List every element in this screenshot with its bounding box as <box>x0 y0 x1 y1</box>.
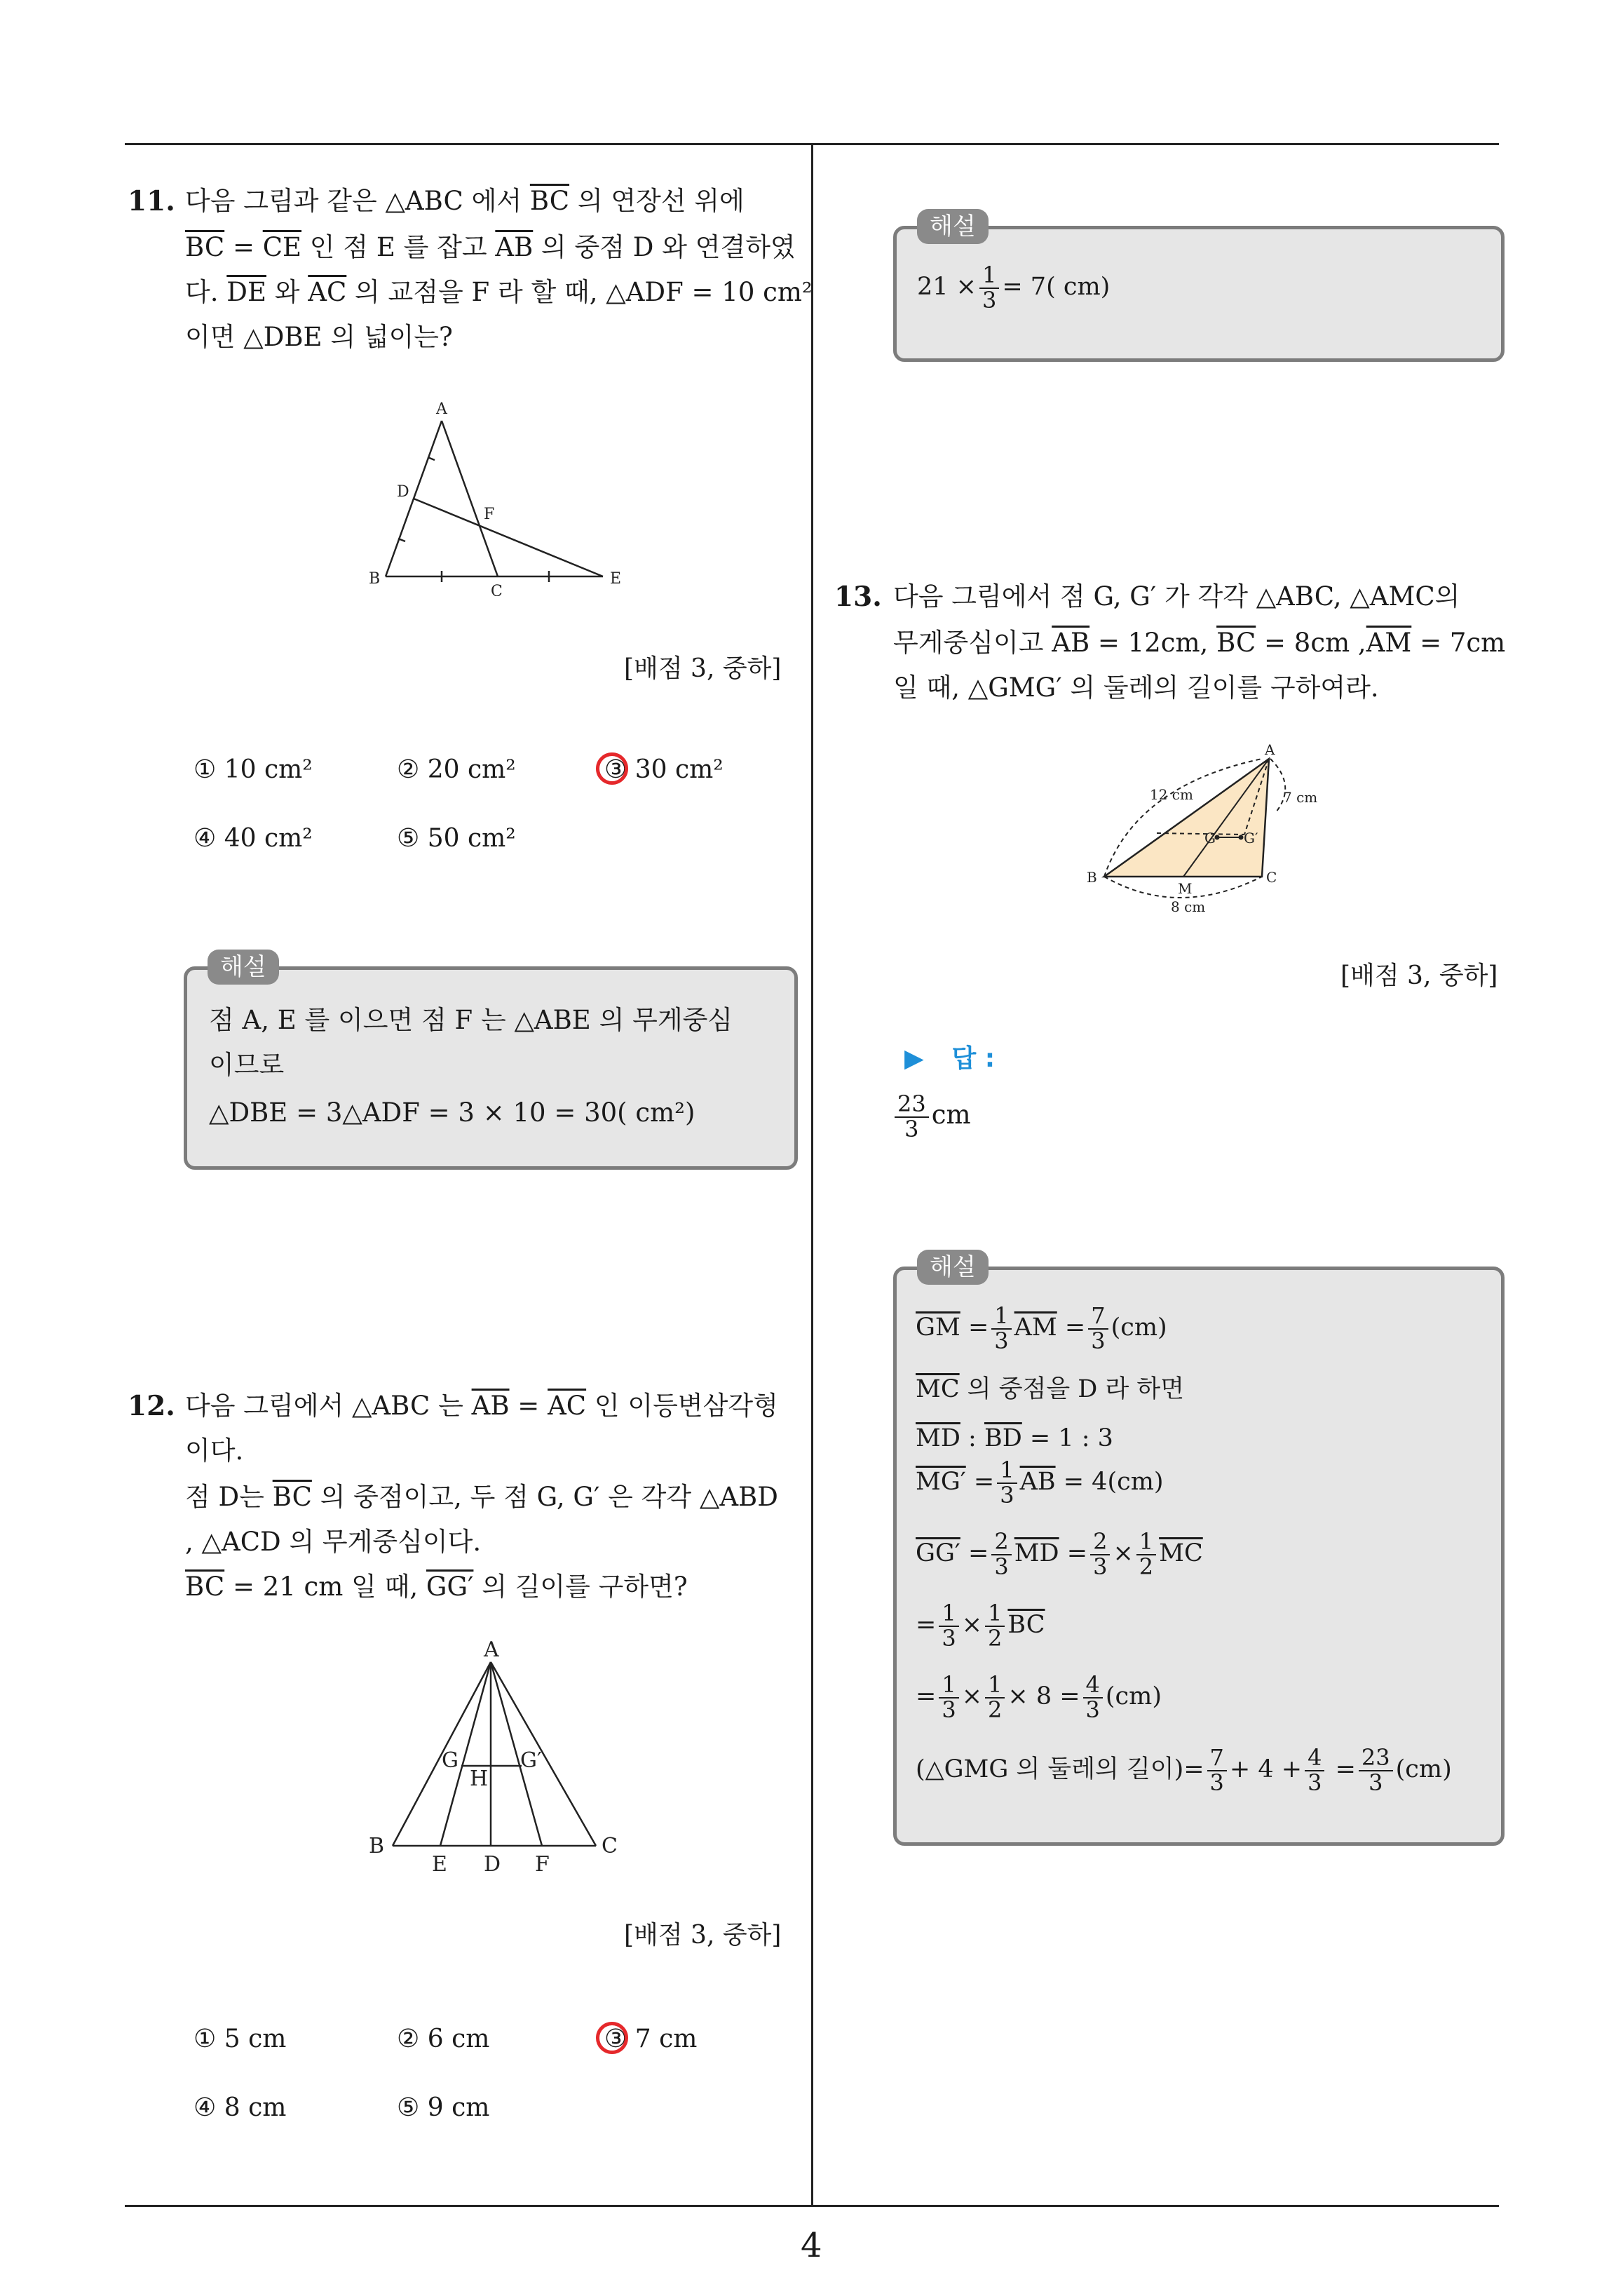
q13-solution-line1: $\overline{GM}$ = $\frac{1}{3}$ $\overline{AM}$ = $\frac{7}{3}$ (cm) <box>916 1302 1167 1354</box>
q12-number: 12. <box>128 1390 175 1422</box>
q13-label-8cm: 8 cm <box>1171 898 1206 915</box>
column-divider <box>811 143 813 2206</box>
q11-line4: 이면 △DBE 의 넓이는? <box>185 322 453 352</box>
q12-solution-line: 21 × $\frac{1}{3}$ = 7( cm) <box>917 262 1111 313</box>
q12-option-4[interactable]: ④ 8 cm <box>193 2093 287 2122</box>
q13-label-12cm: 12 cm <box>1150 786 1193 803</box>
q13-label-7cm: 7 cm <box>1283 789 1318 806</box>
q11-option-4[interactable]: ④ 40 cm² <box>193 824 313 853</box>
q11-label-d: D <box>397 483 409 501</box>
q11-option-2[interactable]: ② 20 cm² <box>397 755 516 784</box>
q12-line3: 점 D는 $\overline{BC}$ 의 중점이고, 두 점 G, G′ 은 각각 △ABD <box>185 1482 778 1512</box>
bottom-rule <box>125 2205 1499 2207</box>
q11-triangle-figure <box>358 393 638 596</box>
q13-solution-line8: (△GMG 의 둘레의 길이)= $\frac{7}{3}$ + 4 + $\frac{4}{3}$ = $\frac{23}{3}$ (cm) <box>916 1744 1452 1796</box>
q12-label-g: G <box>442 1748 459 1773</box>
q13-line2: 무게중심이고 $\overline{AB} = 12cm$, $\overline{BC} = 8cm$ $,\overline{AM} = 7cm$ <box>893 628 1506 658</box>
q12-label-d: D <box>484 1852 501 1872</box>
q11-line3: 다. $\overline{DE}$ 와 $\overline{AC}$ 의 교점을 F 라 할 때, △ADF = 10 cm² <box>185 277 813 307</box>
q13-label-c: C <box>1266 869 1277 886</box>
q13-solution-line3: $\overline{MD}$ : $\overline{BD} = 1$ : 3 <box>916 1424 1113 1452</box>
q13-label-m: M <box>1178 880 1193 897</box>
q12-option-1[interactable]: ① 5 cm <box>193 2025 287 2053</box>
q13-solution-line4: MG′ = $\frac{1}{3}$ $\overline{AB} = 4(cm)$ <box>916 1457 1164 1508</box>
q11-answer-circle <box>596 752 628 785</box>
q12-label-h: H <box>470 1767 489 1791</box>
q13-answer-label: 답 : <box>951 1044 996 1073</box>
q12-option-3[interactable]: ③ 7 cm <box>604 2025 698 2053</box>
q13-solution-tag: 해설 <box>917 1250 989 1285</box>
q12-label-b: B <box>369 1834 385 1858</box>
q13-solution-line2: $\overline{MC}$ 의 중점을 D 라 하면 <box>916 1375 1184 1403</box>
q13-label-g-prime: G′ <box>1244 830 1258 846</box>
page-number: 4 <box>801 2226 822 2265</box>
q13-label-g: G <box>1204 830 1216 846</box>
q12-line4: , △ACD 의 무게중심이다. <box>185 1527 482 1557</box>
q11-solution-line3: △DBE = 3△ADF = 3 × 10 = 30( cm²) <box>209 1098 695 1128</box>
q11-option-1[interactable]: ① 10 cm² <box>193 755 313 784</box>
q13-answer-marker <box>904 1045 995 1072</box>
q11-option-3[interactable]: ③ 30 cm² <box>604 755 724 784</box>
play-icon: ▶ <box>904 1044 924 1073</box>
q13-line1: 다음 그림에서 점 G, G′ 가 각각 △ABC, △AMC의 <box>893 581 1460 612</box>
q13-label-a: A <box>1265 743 1275 758</box>
q12-option-5[interactable]: ⑤ 9 cm <box>397 2093 490 2122</box>
q13-solution-line6: = $\frac{1}{3}$ × $\frac{1}{2}$ $\overline{BC}$ <box>916 1600 1045 1652</box>
q11-label-f: F <box>484 506 495 523</box>
q12-solution-tag: 해설 <box>917 209 989 244</box>
q11-number: 11. <box>128 185 175 217</box>
q13-number: 13. <box>834 581 882 613</box>
q12-label-c: C <box>602 1834 618 1858</box>
q12-label-e: E <box>432 1852 447 1872</box>
q13-label-b: B <box>1087 869 1097 886</box>
q13-line3: 일 때, △GMG′ 의 둘레의 길이를 구하여라. <box>893 673 1379 703</box>
q11-solution-line1: 점 A, E 를 이으면 점 F 는 △ABE 의 무게중심 <box>209 1005 733 1035</box>
q12-label-f: F <box>535 1852 550 1872</box>
q13-solution-line7: = $\frac{1}{3}$ × $\frac{1}{2}$ × 8 = $\frac{4}{3}$ (cm) <box>916 1671 1162 1723</box>
q12-label-g-prime: G′ <box>520 1748 542 1773</box>
q13-answer: $\frac{23}{3}$ cm <box>892 1093 971 1141</box>
q13-score: [배점 3, 중하] <box>1340 961 1498 990</box>
q12-triangle-figure <box>365 1641 631 1872</box>
q11-solution-tag: 해설 <box>208 950 279 985</box>
q12-line5: $\overline{BC} = 21$ cm 일 때, GG′ 의 길이를 구하면? <box>185 1572 688 1602</box>
q11-solution-line2: 이므로 <box>209 1050 285 1080</box>
q11-label-a: A <box>436 400 447 418</box>
q12-option-2[interactable]: ② 6 cm <box>397 2025 490 2053</box>
q13-triangle-figure <box>1073 743 1339 919</box>
q11-option-5[interactable]: ⑤ 50 cm² <box>397 824 516 853</box>
q11-label-b: B <box>369 570 381 588</box>
q11-line2: $\overline{BC} = \overline{CE}$ 인 점 E 를 잡고 $\overline{AB}$ 의 중점 D 와 연결하였 <box>185 232 796 262</box>
q12-score: [배점 3, 중하] <box>624 1921 782 1950</box>
q11-label-c: C <box>491 583 503 596</box>
q11-label-e: E <box>610 570 622 588</box>
q11-line1: 다음 그림과 같은 △ABC 에서 $\overline{BC}$ 의 연장선 위에 <box>185 186 745 216</box>
q12-answer-circle <box>596 2022 628 2054</box>
q12-line2: 이다. <box>185 1436 244 1466</box>
q12-line1: 다음 그림에서 △ABC 는 $\overline{AB} = \overline{AC}$ 인 이등변삼각형 <box>185 1391 778 1421</box>
q13-solution-line5: GG′ = $\frac{2}{3}$ $\overline{MD}$ = $\frac{2}{3}$ × $\frac{1}{2}$ $\overline{MC}$ <box>916 1528 1203 1580</box>
q12-label-a: A <box>484 1641 499 1662</box>
q11-score: [배점 3, 중하] <box>624 654 782 683</box>
